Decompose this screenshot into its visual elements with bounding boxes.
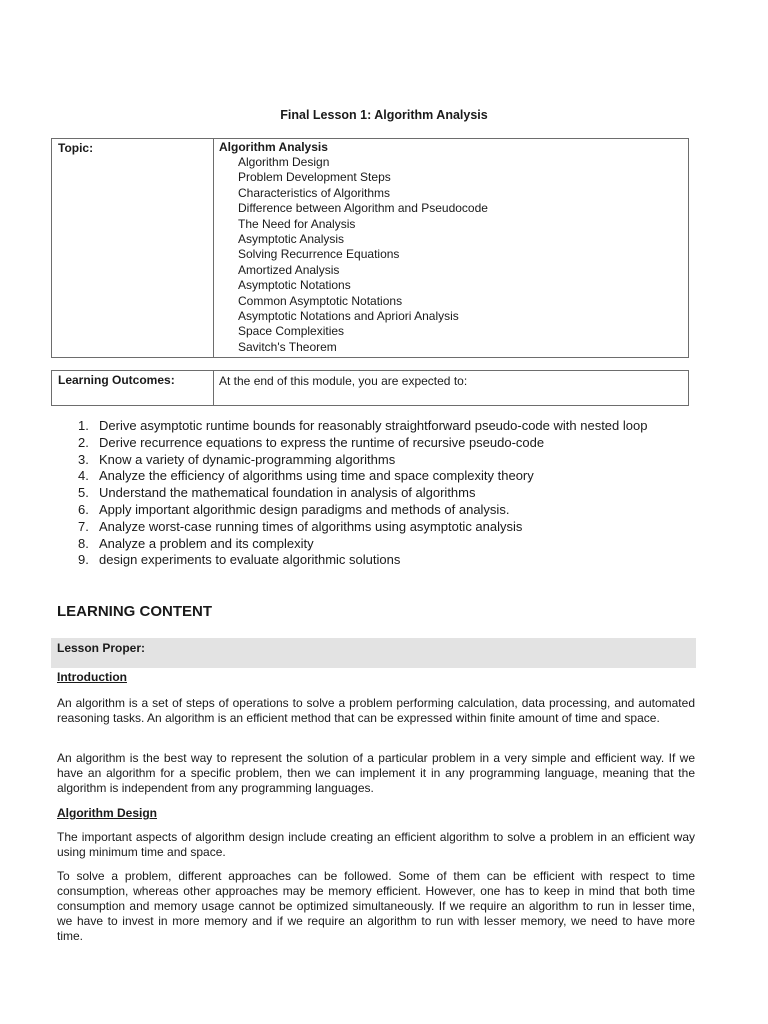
outcome-number: 8. <box>78 535 89 551</box>
outcome-text: Analyze the efficiency of algorithms using time and space complexity theory <box>99 468 534 484</box>
topic-item: Characteristics of Algorithms <box>238 185 391 200</box>
topic-item: Space Complexities <box>238 324 345 339</box>
learning-content-heading: LEARNING CONTENT <box>57 603 212 620</box>
learning-outcomes-label: Learning Outcomes: <box>52 371 214 406</box>
outcome-text: Derive asymptotic runtime bounds for reasonably straightforward pseudo-code with nested loop <box>99 418 648 433</box>
topic-item: Amortized Analysis <box>238 262 340 277</box>
lesson-proper-bar <box>51 638 696 668</box>
outcomes-list <box>78 418 698 569</box>
outcome-text: design experiments to evaluate algorithmic solutions <box>99 552 401 568</box>
topic-heading: Algorithm Analysis <box>219 140 328 154</box>
outcome-number: 2. <box>78 434 89 450</box>
algorithm-design-heading: Algorithm Design <box>57 806 158 820</box>
outcome-text: Understand the mathematical foundation in analysis of algorithms <box>99 485 476 501</box>
introduction-paragraph-2: An algorithm is the best way to represent the solution of a particular problem in a very simple and efficient way. If we have an algorithm for a specific problem, then we can implement it in any programming language, meaning that the algorithm is independent from any programming languages. <box>57 751 695 795</box>
outcome-item <box>78 552 698 569</box>
outcome-number: 5. <box>78 485 89 501</box>
outcome-item <box>78 536 698 553</box>
outcome-item <box>78 418 698 435</box>
topic-list <box>219 155 688 355</box>
outcome-item <box>78 502 698 519</box>
outcome-text: Derive recurrence equations to express the runtime of recursive pseudo-code <box>99 434 545 450</box>
outcome-text: Analyze worst-case running times of algorithms using asymptotic analysis <box>99 518 523 534</box>
outcome-text: Apply important algorithmic design paradigms and methods of analysis. <box>99 501 510 517</box>
topic-item: Difference between Algorithm and Pseudocode <box>238 201 488 216</box>
outcome-number: 1. <box>78 418 89 433</box>
topic-item: Savitch's Theorem <box>238 339 337 354</box>
topic-item: Asymptotic Notations and Apriori Analysis <box>238 309 459 324</box>
topic-item: Asymptotic Notations <box>238 278 351 293</box>
learning-outcomes-table <box>51 370 689 406</box>
outcome-item <box>78 452 698 469</box>
topic-item: Asymptotic Analysis <box>238 232 345 247</box>
document-title: Final Lesson 1: Algorithm Analysis <box>280 108 488 122</box>
algorithm-design-paragraph-1: The important aspects of algorithm design include creating an efficient algorithm to solve a problem in an efficient way using minimum time and space. <box>57 830 695 859</box>
topic-table <box>51 138 689 358</box>
outcome-text: Analyze a problem and its complexity <box>99 535 314 551</box>
learning-outcomes-intro: At the end of this module, you are expected to: <box>214 371 689 406</box>
topic-item: Problem Development Steps <box>238 170 391 185</box>
topic-item: Common Asymptotic Notations <box>238 293 403 308</box>
outcome-number: 9. <box>78 552 89 568</box>
introduction-paragraph-1: An algorithm is a set of steps of operations to solve a problem performing calculation, data processing, and automated reasoning tasks. An algorithm is an efficient method that can be expressed within finite amount of time and space. <box>57 696 695 725</box>
outcome-number: 3. <box>78 451 89 467</box>
outcome-item <box>78 519 698 536</box>
lesson-proper-label: Lesson Proper: <box>57 641 146 655</box>
outcome-number: 4. <box>78 468 89 484</box>
topic-label: Topic: <box>52 139 214 358</box>
outcome-number: 6. <box>78 501 89 517</box>
topic-item: Algorithm Design <box>238 155 330 169</box>
topic-cell <box>214 139 689 358</box>
outcome-number: 7. <box>78 518 89 534</box>
topic-item: Solving Recurrence Equations <box>238 247 400 262</box>
outcome-text: Know a variety of dynamic-programming algorithms <box>99 451 396 467</box>
outcome-item <box>78 485 698 502</box>
algorithm-design-paragraph-2: To solve a problem, different approaches can be followed. Some of them can be efficient with respect to time consumption, whereas other approaches may be memory efficient. However, one has to keep in mind that both time consumption and memory usage cannot be optimized simultaneously. If we require an algorithm to run in lesser time, we have to invest in more memory and if we require an algorithm to run with lesser memory, we need to have more time. <box>57 869 695 943</box>
topic-item: The Need for Analysis <box>238 216 356 231</box>
introduction-heading: Introduction <box>57 670 127 684</box>
outcome-item <box>78 435 698 452</box>
outcome-item <box>78 468 698 485</box>
